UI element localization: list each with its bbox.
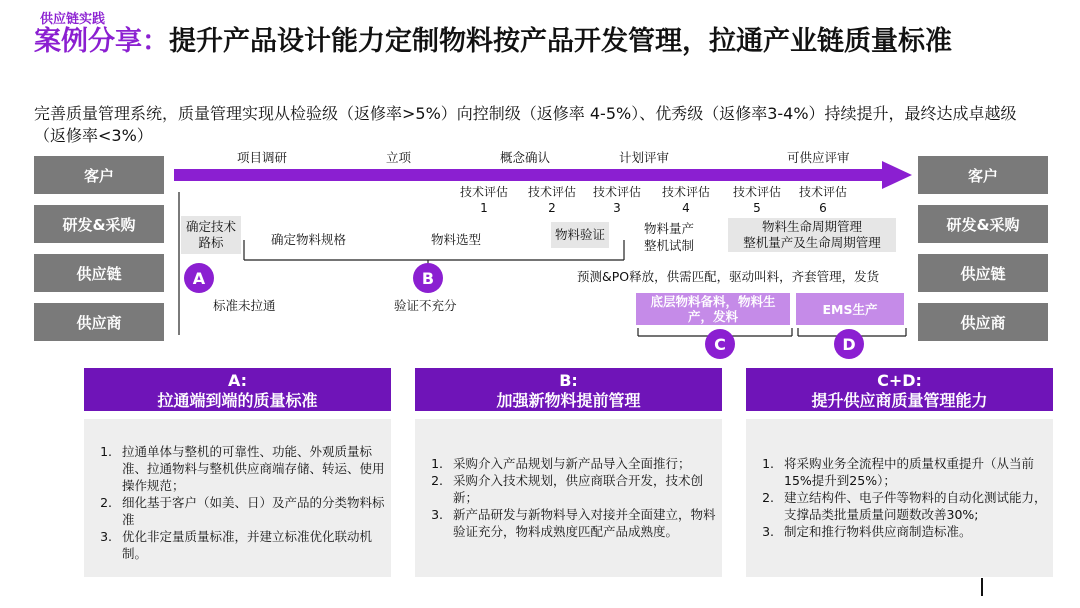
side-label-supplier-right: 供应商	[918, 303, 1048, 341]
card-a	[84, 368, 391, 577]
supplier-prep-box: 底层物料备料，物料生 产，发料	[636, 293, 790, 325]
tech-review-2: 技术评估 2	[527, 185, 576, 215]
process-bracket	[174, 190, 634, 340]
list-item: 2. 细化基于客户（如美、日）及产品的分类物料标准	[116, 494, 391, 528]
text-cursor	[981, 578, 983, 596]
issue-b-label: 验证不充分	[394, 298, 457, 313]
list-item: 2. 采购介入技术规划，供应商联合开发，技术创新；	[447, 472, 722, 506]
title-rest: 提升产品设计能力定制物料按产品开发管理，拉通产业链质量标准	[169, 26, 952, 57]
card-cd	[746, 368, 1053, 577]
step-tech-route: 确定技术 路标	[181, 216, 241, 254]
marker-d: D	[834, 329, 864, 359]
side-label-supply-chain: 供应链	[34, 254, 164, 292]
section-tag: 供应链实践	[40, 12, 106, 27]
marker-a: A	[184, 263, 214, 293]
marker-c: C	[705, 329, 735, 359]
list-item: 3. 优化非定量质量标准，并建立标准优化联动机制。	[116, 528, 391, 562]
step-material-verify: 物料验证	[551, 222, 609, 248]
card-a-body	[84, 419, 391, 577]
side-label-customer-right: 客户	[918, 156, 1048, 194]
list-item: 3. 新产品研发与新物料导入对接并全面建立，物料验证充分，物料成熟度匹配产品成熟度。	[447, 506, 722, 540]
page-subtitle: 完善质量管理系统，质量管理实现从检验级（返修率>5%）向控制级（返修率 4-5%）、优秀级（返修率3-4%）持续提升，最终达成卓越级（返修率<3%）	[34, 104, 1017, 145]
tech-review-4: 技术评估 4	[661, 185, 710, 215]
tech-review-1: 技术评估 1	[459, 185, 508, 215]
ems-production-box: EMS生产	[796, 293, 904, 325]
tech-review-3: 技术评估 3	[592, 185, 641, 215]
phase-label: 概念确认	[500, 150, 551, 165]
side-label-customer: 客户	[34, 156, 164, 194]
list-item: 1. 采购介入产品规划与新产品导入全面推行；	[447, 455, 722, 472]
card-b-header: B: 加强新物料提前管理	[415, 368, 722, 411]
step-material-select: 物料选型	[431, 232, 482, 247]
supply-chain-text: 预测&PO释放，供需匹配，驱动叫料，齐套管理，发货	[577, 269, 880, 284]
card-cd-body	[746, 419, 1053, 577]
step-material-spec: 确定物料规格	[271, 232, 347, 247]
title-highlight: 案例分享：	[34, 26, 169, 57]
list-item: 2. 建立结构件、电子件等物料的自动化测试能力，支撑品类批量质量问题数改善30%;	[778, 489, 1053, 523]
card-b	[415, 368, 722, 577]
card-a-header: A: 拉通端到端的质量标准	[84, 368, 391, 411]
card-b-body	[415, 419, 722, 577]
tech-review-5: 技术评估 5	[732, 185, 781, 215]
list-item: 3. 制定和推行物料供应商制造标准。	[778, 523, 1053, 540]
side-label-supplier: 供应商	[34, 303, 164, 341]
phase-label: 立项	[386, 150, 412, 165]
side-label-rd-right: 研发&采购	[918, 205, 1048, 243]
marker-b: B	[413, 263, 443, 293]
phase-label: 计划评审	[619, 150, 670, 165]
cd-bracket	[630, 326, 920, 348]
issue-a-label: 标准未拉通	[213, 298, 276, 313]
step-mass-production: 物料量产 整机试制	[644, 221, 695, 253]
page-title	[34, 27, 1064, 57]
step-lifecycle: 物料生命周期管理 整机量产及生命周期管理	[728, 218, 896, 252]
card-cd-header: C+D: 提升供应商质量管理能力	[746, 368, 1053, 411]
phase-label: 项目调研	[237, 150, 288, 165]
list-item: 1. 将采购业务全流程中的质量权重提升（从当前15%提升到25%）；	[778, 455, 1053, 489]
list-item: 1. 拉通单体与整机的可靠性、功能、外观质量标准、拉通物料与整机供应商端存储、转运、使用操作规范；	[116, 443, 391, 494]
side-label-supply-chain-right: 供应链	[918, 254, 1048, 292]
phase-label: 可供应评审	[787, 150, 850, 165]
tech-review-6: 技术评估 6	[798, 185, 847, 215]
side-label-rd: 研发&采购	[34, 205, 164, 243]
